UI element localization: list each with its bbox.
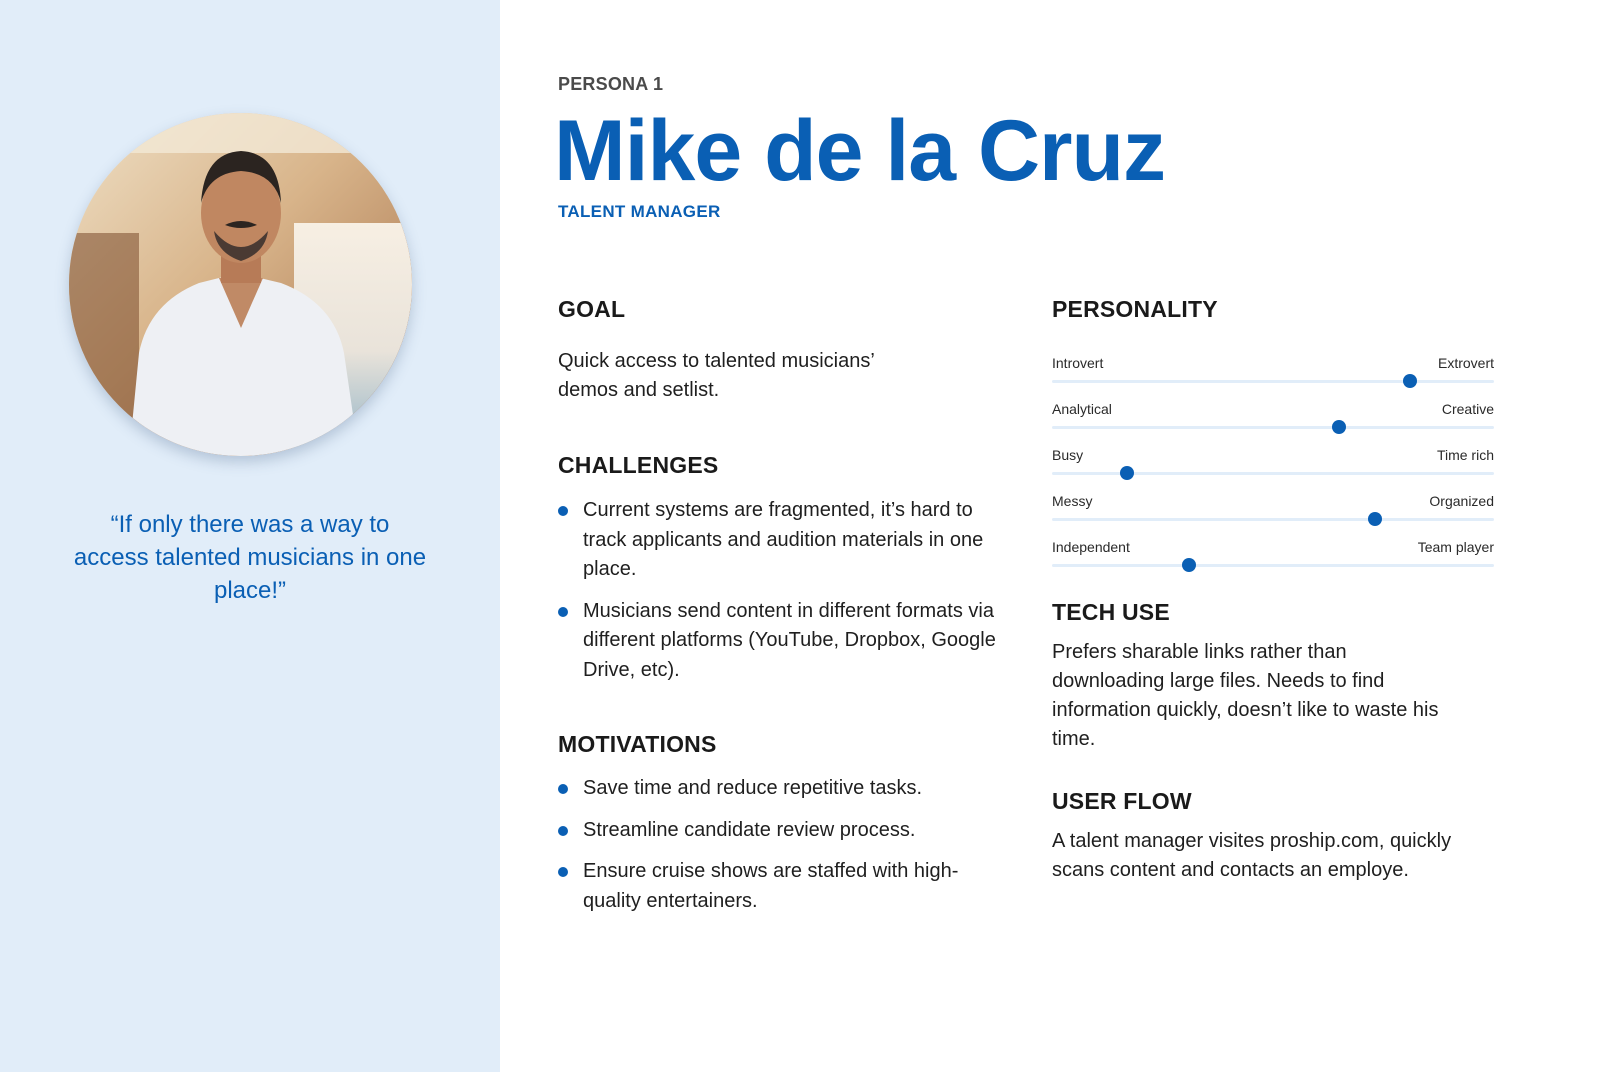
list-item: Current systems are fragmented, it’s hard to track applicants and audition materials in one place. (558, 496, 998, 585)
person-photo-icon (69, 113, 412, 456)
slider-knob (1332, 420, 1346, 434)
trait-right-label: Extrovert (1437, 355, 1494, 371)
persona-sidebar (0, 0, 500, 1072)
motivations-list (558, 774, 998, 916)
trait-left-label: Introvert (1052, 355, 1104, 371)
slider-track (1052, 426, 1494, 429)
user-flow-section (1052, 788, 1494, 885)
challenges-list (558, 496, 998, 685)
slider-track (1052, 564, 1494, 567)
trait-left-label: Messy (1052, 493, 1093, 509)
persona-quote: “If only there was a way to access talented musicians in one place!” (73, 511, 427, 604)
slider-knob (1403, 374, 1417, 388)
tech-use-text: Prefers sharable links rather than downloading large files. Needs to find information quickly, doesn’t like to waste his time. (1052, 641, 1439, 750)
challenges-heading: CHALLENGES (558, 452, 719, 478)
trait-right-label: Team player (1417, 539, 1494, 555)
personality-sliders (1052, 355, 1494, 585)
user-flow-text: A talent manager visites proship.com, quickly scans content and contacts an employe. (1052, 830, 1452, 881)
persona-number: PERSONA 1 (558, 74, 664, 94)
trait-slider (1052, 493, 1494, 539)
persona-main (554, 0, 1600, 1072)
list-item: Ensure cruise shows are staffed with high-quality entertainers. (558, 857, 998, 916)
trait-right-label: Creative (1441, 401, 1494, 417)
slider-track (1052, 472, 1494, 475)
trait-right-label: Time rich (1436, 447, 1494, 463)
motivations-section (558, 731, 998, 916)
trait-left-label: Analytical (1052, 401, 1112, 417)
left-column (558, 296, 998, 916)
persona-role: TALENT MANAGER (558, 202, 721, 221)
challenges-section (558, 452, 998, 685)
slider-track (1052, 380, 1494, 383)
trait-slider (1052, 401, 1494, 447)
slider-knob (1182, 558, 1196, 572)
trait-slider (1052, 355, 1494, 401)
tech-use-heading: TECH USE (1052, 599, 1170, 625)
goal-section (558, 296, 998, 405)
slider-knob (1120, 466, 1134, 480)
trait-left-label: Independent (1052, 539, 1130, 555)
list-item: Streamline candidate review process. (558, 816, 998, 846)
right-column (1052, 296, 1494, 885)
personality-section (1052, 296, 1494, 585)
avatar (69, 113, 412, 456)
motivations-heading: MOTIVATIONS (558, 731, 717, 757)
trait-slider (1052, 447, 1494, 493)
slider-knob (1368, 512, 1382, 526)
personality-heading: PERSONALITY (1052, 296, 1218, 322)
goal-heading: GOAL (558, 296, 626, 322)
trait-right-label: Organized (1429, 493, 1494, 509)
trait-left-label: Busy (1052, 447, 1084, 463)
goal-text: Quick access to talented musicians’ demos and setlist. (558, 350, 875, 401)
persona-name: Mike de la Cruz (554, 103, 1166, 199)
trait-slider (1052, 539, 1494, 585)
tech-use-section (1052, 599, 1494, 754)
user-flow-heading: USER FLOW (1052, 788, 1192, 814)
list-item: Musicians send content in different formats via different platforms (YouTube, Dropbox, Google Drive, etc). (558, 597, 998, 686)
slider-track (1052, 518, 1494, 521)
list-item: Save time and reduce repetitive tasks. (558, 774, 998, 804)
